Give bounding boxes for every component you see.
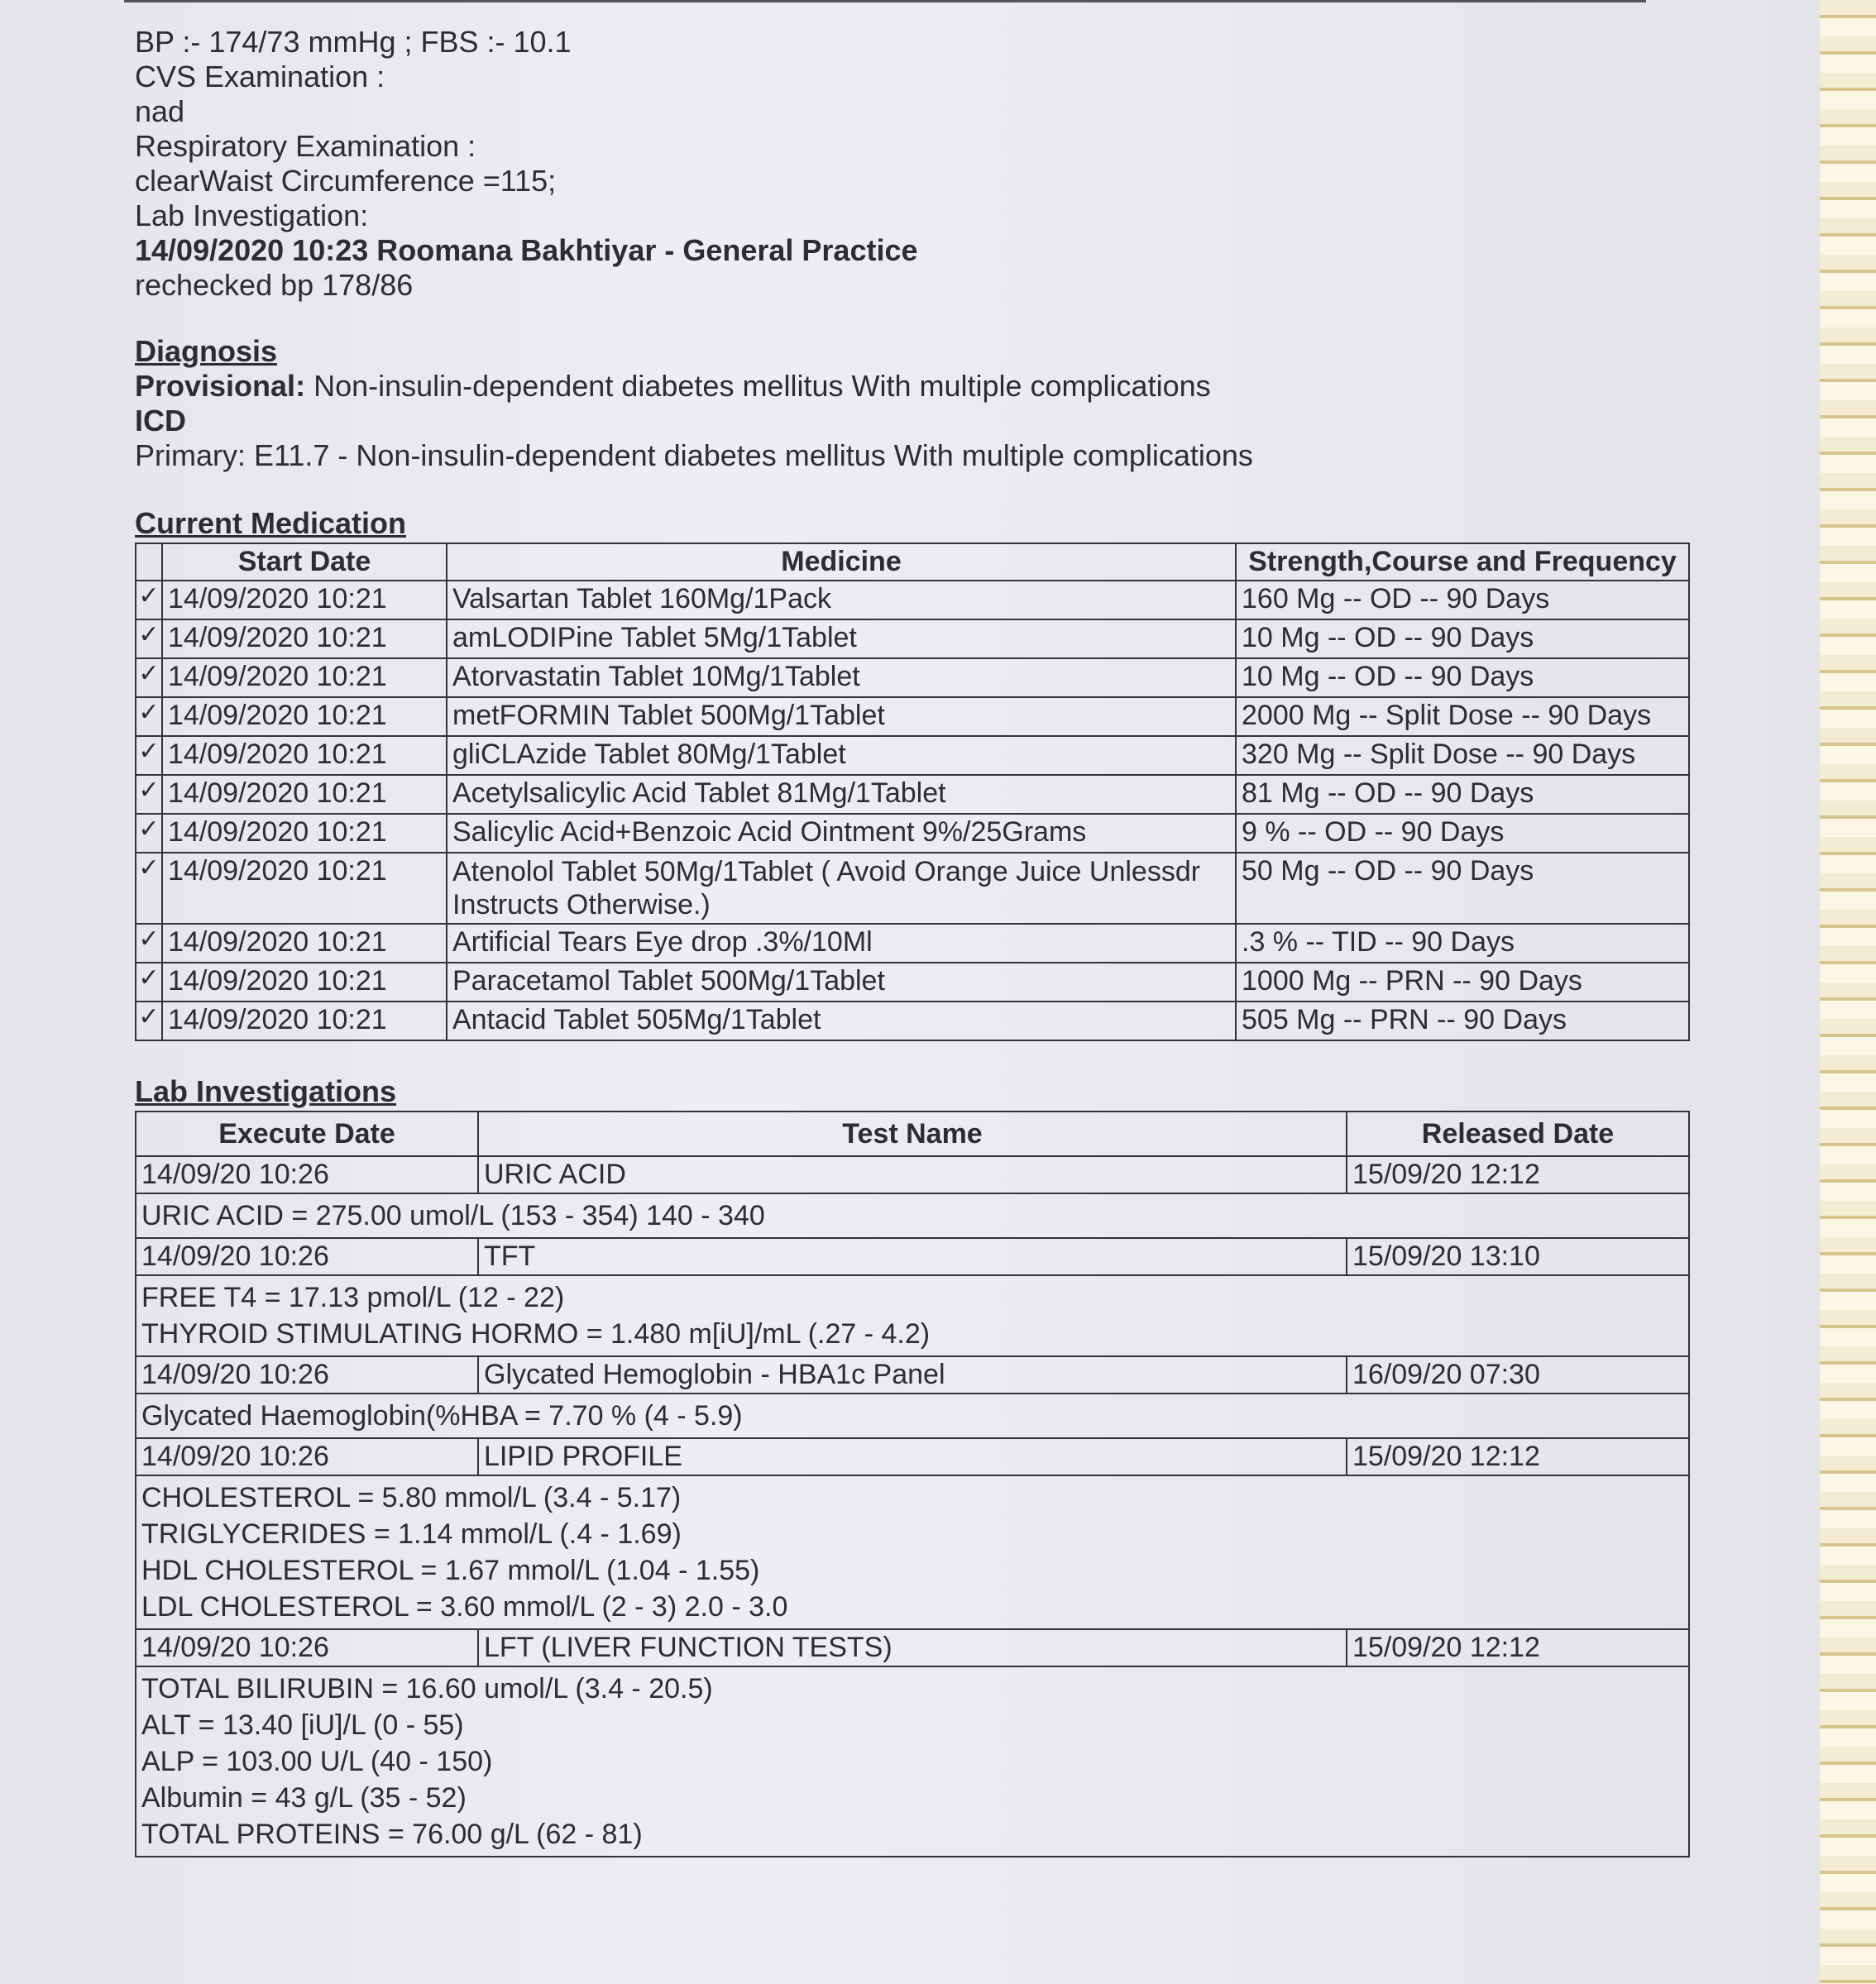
medication-dose: 50 Mg -- OD -- 90 Days [1236,853,1689,924]
lab-test-row [136,1356,1689,1394]
lab-test-row [136,1156,1689,1193]
col-start-date: Start Date [162,543,447,581]
lab-results [136,1394,1689,1438]
medication-dose: 160 Mg -- OD -- 90 Days [1236,581,1689,619]
medication-start-date: 14/09/2020 10:21 [162,853,447,924]
provisional-label: Provisional: [135,369,306,403]
medication-dose: .3 % -- TID -- 90 Days [1236,924,1689,963]
lab-released-date: 16/09/20 07:30 [1347,1356,1689,1394]
medication-start-date: 14/09/2020 10:21 [162,658,447,697]
lab-rows [136,1156,1689,1857]
cvs-label: CVS Examination : [135,60,385,93]
medication-dose: 10 Mg -- OD -- 90 Days [1236,658,1689,697]
lab-execute-date: 14/09/20 10:26 [136,1438,478,1475]
visit-header: 14/09/2020 10:23 Roomana Bakhtiyar - General Practice [135,233,918,267]
lab-test-name: LIPID PROFILE [478,1438,1347,1475]
check-column-header [136,543,162,581]
checkmark-icon: ✓ [136,1002,162,1040]
medication-dose: 320 Mg -- Split Dose -- 90 Days [1236,736,1689,775]
provisional-diagnosis [135,369,1706,404]
medication-row [136,658,1689,697]
lab-results-row [136,1275,1689,1356]
lab-test-row [136,1238,1689,1275]
medication-row [136,775,1689,814]
lab-result-line: THYROID STIMULATING HORMO = 1.480 m[iU]/mL (.27 - 4.2) [141,1318,931,1350]
col-test-name: Test Name [478,1112,1347,1156]
checkmark-icon: ✓ [136,814,162,853]
checkmark-icon: ✓ [136,775,162,814]
checkmark-icon: ✓ [136,581,162,619]
lab-test-name: URIC ACID [478,1156,1347,1193]
lab-table [135,1111,1690,1857]
diagnosis-title: Diagnosis [135,334,278,368]
icd-primary: Primary: E11.7 - Non-insulin-dependent diabetes mellitus With multiple complications [135,438,1253,472]
lab-results [136,1666,1689,1857]
medication-start-date: 14/09/2020 10:21 [162,924,447,963]
medication-title: Current Medication [135,506,407,540]
medication-row [136,736,1689,775]
top-divider [124,0,1646,2]
vitals-line: BP :- 174/73 mmHg ; FBS :- 10.1 [135,25,572,59]
medication-start-date: 14/09/2020 10:21 [162,736,447,775]
medication-row [136,697,1689,736]
lab-result-line: Glycated Haemoglobin(%HBA = 7.70 % (4 - 5.9) [141,1400,743,1432]
medication-row [136,1002,1689,1040]
lab-result-line: TOTAL BILIRUBIN = 16.60 umol/L (3.4 - 20.5) [141,1673,713,1704]
checkmark-icon: ✓ [136,963,162,1002]
lab-execute-date: 14/09/20 10:26 [136,1156,478,1193]
medication-name: gliCLAzide Tablet 80Mg/1Tablet [447,736,1236,775]
resp-label: Respiratory Examination : [135,129,476,163]
lab-test-name: Glycated Hemoglobin - HBA1c Panel [478,1356,1347,1394]
medication-start-date: 14/09/2020 10:21 [162,775,447,814]
medication-row [136,853,1689,924]
medication-name: Antacid Tablet 505Mg/1Tablet [447,1002,1236,1040]
medication-name: metFORMIN Tablet 500Mg/1Tablet [447,697,1236,736]
lace-tablecloth-edge [1820,0,1876,1984]
lab-execute-date: 14/09/20 10:26 [136,1629,478,1666]
col-released-date: Released Date [1347,1112,1689,1156]
medication-name: Salicylic Acid+Benzoic Acid Ointment 9%/25Grams [447,814,1236,853]
checkmark-icon: ✓ [136,697,162,736]
lab-test-row [136,1438,1689,1475]
medication-name: Atenolol Tablet 50Mg/1Tablet ( Avoid Orange Juice Unlessdr Instructs Otherwise.) [447,853,1236,924]
labs-title: Lab Investigations [135,1074,397,1108]
medication-rows [136,581,1689,1040]
cvs-value: nad [135,94,185,128]
medication-row [136,814,1689,853]
lab-result-line: TOTAL PROTEINS = 76.00 g/L (62 - 81) [141,1819,643,1850]
checkmark-icon: ✓ [136,658,162,697]
lab-result-line: ALT = 13.40 [iU]/L (0 - 55) [141,1709,464,1741]
lab-execute-date: 14/09/20 10:26 [136,1238,478,1275]
medication-start-date: 14/09/2020 10:21 [162,814,447,853]
medication-dose: 505 Mg -- PRN -- 90 Days [1236,1002,1689,1040]
lab-test-name: TFT [478,1238,1347,1275]
medication-name: amLODIPine Tablet 5Mg/1Tablet [447,619,1236,658]
medication-dose: 81 Mg -- OD -- 90 Days [1236,775,1689,814]
checkmark-icon: ✓ [136,853,162,924]
medication-row [136,619,1689,658]
resp-value: clearWaist Circumference =115; [135,164,557,198]
medication-start-date: 14/09/2020 10:21 [162,619,447,658]
medication-name: Acetylsalicylic Acid Tablet 81Mg/1Tablet [447,775,1236,814]
lab-result-line: FREE T4 = 17.13 pmol/L (12 - 22) [141,1282,565,1313]
lab-released-date: 15/09/20 12:12 [1347,1156,1689,1193]
document-content [135,25,1706,1857]
medication-start-date: 14/09/2020 10:21 [162,1002,447,1040]
checkmark-icon: ✓ [136,924,162,963]
lab-results-row [136,1394,1689,1438]
medication-start-date: 14/09/2020 10:21 [162,963,447,1002]
provisional-value: Non-insulin-dependent diabetes mellitus With multiple complications [313,369,1211,403]
medication-start-date: 14/09/2020 10:21 [162,581,447,619]
checkmark-icon: ✓ [136,736,162,775]
medication-name: Paracetamol Tablet 500Mg/1Tablet [447,963,1236,1002]
lab-execute-date: 14/09/20 10:26 [136,1356,478,1394]
lab-results-row [136,1475,1689,1629]
lab-test-name: LFT (LIVER FUNCTION TESTS) [478,1629,1347,1666]
lab-result-line: CHOLESTEROL = 5.80 mmol/L (3.4 - 5.17) [141,1482,682,1513]
medication-start-date: 14/09/2020 10:21 [162,697,447,736]
medication-header-row [136,543,1689,581]
lab-result-line: TRIGLYCERIDES = 1.14 mmol/L (.4 - 1.69) [141,1518,682,1550]
lab-results-row [136,1666,1689,1857]
lab-released-date: 15/09/20 13:10 [1347,1238,1689,1275]
icd-label: ICD [135,404,186,437]
medication-dose: 9 % -- OD -- 90 Days [1236,814,1689,853]
lab-results [136,1275,1689,1356]
lab-results-row [136,1193,1689,1238]
medication-dose: 1000 Mg -- PRN -- 90 Days [1236,963,1689,1002]
medication-row [136,963,1689,1002]
lab-results [136,1475,1689,1629]
lab-header-row [136,1112,1689,1156]
medication-row [136,581,1689,619]
col-medicine: Medicine [447,543,1236,581]
medication-dose: 10 Mg -- OD -- 90 Days [1236,619,1689,658]
medication-name: Atorvastatin Tablet 10Mg/1Tablet [447,658,1236,697]
lab-result-line: LDL CHOLESTEROL = 3.60 mmol/L (2 - 3) 2.0 - 3.0 [141,1591,788,1623]
medication-row [136,924,1689,963]
medication-name: Artificial Tears Eye drop .3%/10Ml [447,924,1236,963]
medication-table [135,543,1690,1041]
visit-note: rechecked bp 178/86 [135,268,414,302]
lab-result-line: HDL CHOLESTEROL = 1.67 mmol/L (1.04 - 1.55) [141,1555,760,1586]
col-execute-date: Execute Date [136,1112,478,1156]
lab-result-line: URIC ACID = 275.00 umol/L (153 - 354) 140 - 340 [141,1200,765,1231]
lab-released-date: 15/09/20 12:12 [1347,1438,1689,1475]
checkmark-icon: ✓ [136,619,162,658]
lab-result-line: ALP = 103.00 U/L (40 - 150) [141,1746,493,1777]
medication-name: Valsartan Tablet 160Mg/1Pack [447,581,1236,619]
lab-label: Lab Investigation: [135,198,369,232]
lab-result-line: Albumin = 43 g/L (35 - 52) [141,1782,467,1814]
medication-dose: 2000 Mg -- Split Dose -- 90 Days [1236,697,1689,736]
lab-results [136,1193,1689,1238]
lab-released-date: 15/09/20 12:12 [1347,1629,1689,1666]
col-strength: Strength,Course and Frequency [1236,543,1689,581]
lab-test-row [136,1629,1689,1666]
